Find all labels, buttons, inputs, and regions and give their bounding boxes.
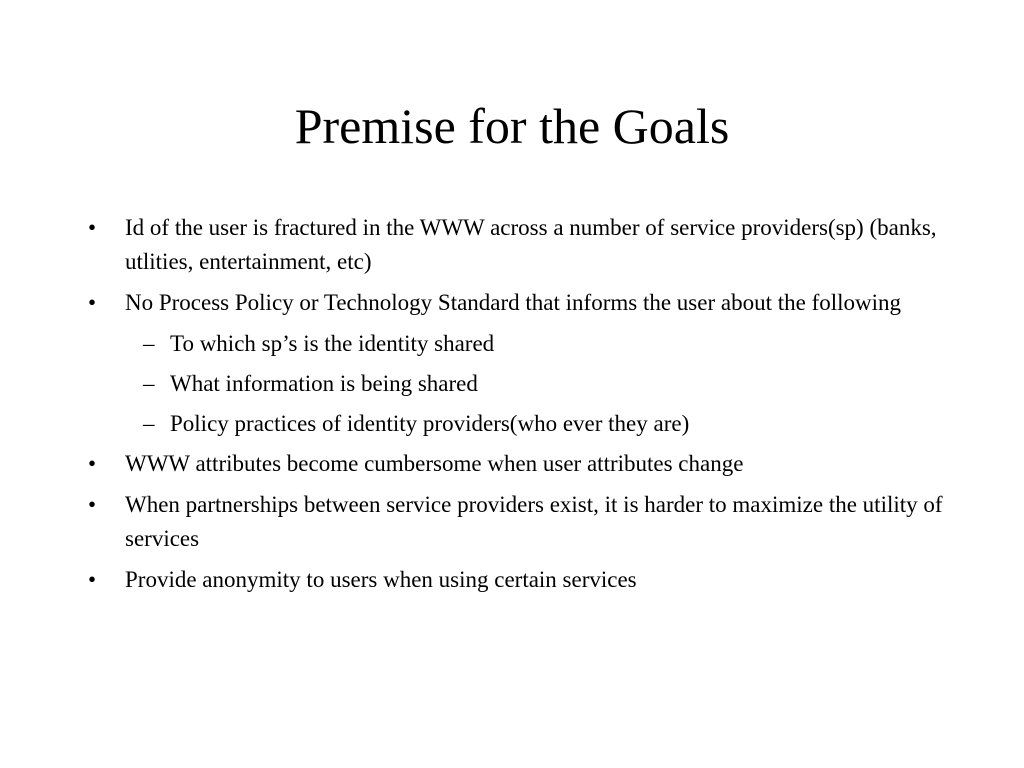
bullet-item [84,211,944,279]
bullet-marker: • [88,215,97,240]
bullet-item [84,286,944,320]
bullet-text: No Process Policy or Technology Standard that informs the user about the following [125,290,902,315]
bullet-item [84,447,944,481]
bullet-text: WWW attributes become cumbersome when user attributes change [125,451,744,476]
dash-marker: – [143,331,155,356]
sub-bullet-text: What information is being shared [170,371,478,396]
bullet-item [84,488,944,556]
dash-marker: – [143,371,155,396]
bullet-list [84,211,944,604]
bullet-text: Id of the user is fractured in the WWW across a number of service providers(sp) (banks, utlities, entertainment, etc) [125,215,937,274]
slide-title: Premise for the Goals [294,98,730,154]
sub-bullet-text: Policy practices of identity providers(who ever they are) [170,411,690,436]
sub-bullet-item [84,327,944,361]
bullet-text: When partnerships between service providers exist, it is harder to maximize the utility of services [125,492,943,551]
bullet-marker: • [88,567,97,592]
dash-marker: – [143,411,155,436]
sub-bullet-item [84,407,944,441]
bullet-item [84,563,944,597]
bullet-text: Provide anonymity to users when using certain services [125,567,637,592]
sub-bullet-item [84,367,944,401]
bullet-marker: • [88,451,97,476]
bullet-marker: • [88,492,97,517]
sub-bullet-text: To which sp’s is the identity shared [170,331,495,356]
bullet-marker: • [88,290,97,315]
